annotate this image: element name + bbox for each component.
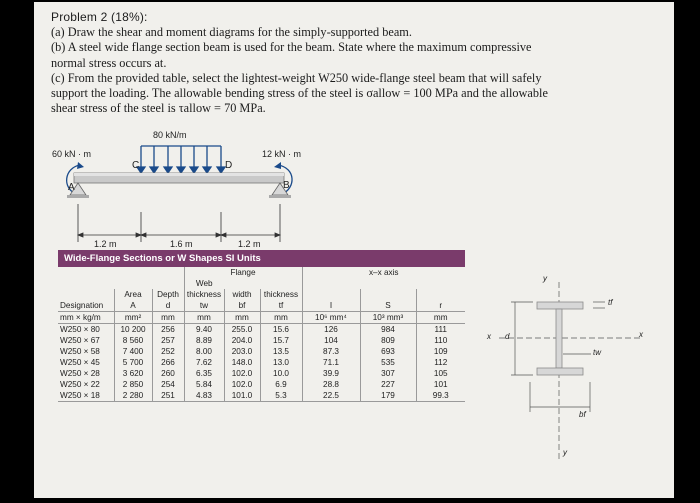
problem-line-c2: support the loading. The allowable bending stress of the steel is σallow = 100 MPa and the allowable bbox=[51, 86, 548, 101]
designation-cell: W250 × 18 bbox=[58, 390, 114, 402]
dimension-1-label: 1.2 m bbox=[94, 239, 117, 249]
unit-cell: 10⁶ mm⁴ bbox=[302, 312, 360, 324]
ground-b bbox=[269, 195, 291, 198]
value-cell: 2 280 bbox=[114, 390, 152, 402]
table-body bbox=[58, 267, 465, 470]
bf-header: bf bbox=[224, 300, 260, 312]
value-cell: 257 bbox=[152, 335, 184, 346]
value-cell: 3 620 bbox=[114, 368, 152, 379]
value-cell: 227 bbox=[360, 379, 416, 390]
y-label-bottom: y bbox=[563, 448, 567, 457]
problem-line-a: (a) Draw the shear and moment diagrams for the simply-supported beam. bbox=[51, 25, 412, 40]
unit-cell: mm bbox=[152, 312, 184, 324]
table-row bbox=[58, 390, 465, 402]
value-cell: 111 bbox=[416, 324, 465, 335]
problem-line-b: (b) A steel wide flange section beam is used for the beam. State where the maximum compressive bbox=[51, 40, 532, 55]
point-b-label: B bbox=[283, 180, 290, 191]
depth-header: Depth bbox=[152, 289, 184, 300]
paper-sheet bbox=[34, 2, 674, 498]
point-c-label: C bbox=[132, 160, 140, 171]
value-cell: 204.0 bbox=[224, 335, 260, 346]
value-cell: 5 700 bbox=[114, 357, 152, 368]
value-cell: 71.1 bbox=[302, 357, 360, 368]
area-header: Area bbox=[114, 289, 152, 300]
point-d-label: D bbox=[225, 160, 233, 171]
i-section-drawing bbox=[475, 272, 655, 472]
table-row bbox=[58, 368, 465, 379]
x-label-right: x bbox=[639, 330, 643, 339]
axis-group-header: x–x axis bbox=[302, 267, 465, 278]
x-label-left: x bbox=[487, 332, 491, 341]
flange-group-header: Flange bbox=[184, 267, 302, 278]
d-header: d bbox=[152, 300, 184, 312]
table-row bbox=[58, 346, 465, 357]
value-cell: 266 bbox=[152, 357, 184, 368]
value-cell: 8 560 bbox=[114, 335, 152, 346]
table-row bbox=[58, 379, 465, 390]
value-cell: 15.6 bbox=[260, 324, 302, 335]
value-cell: 6.9 bbox=[260, 379, 302, 390]
value-cell: 8.89 bbox=[184, 335, 224, 346]
value-cell: 256 bbox=[152, 324, 184, 335]
value-cell: 5.3 bbox=[260, 390, 302, 402]
value-cell: 6.35 bbox=[184, 368, 224, 379]
wide-flange-table bbox=[58, 250, 465, 470]
unit-cell: mm × kg/m bbox=[58, 312, 114, 324]
designation-cell: W250 × 58 bbox=[60, 347, 100, 356]
i-header: I bbox=[302, 300, 360, 312]
value-cell: 535 bbox=[360, 357, 416, 368]
web-header: Web bbox=[184, 278, 224, 289]
value-cell: 126 bbox=[302, 324, 360, 335]
unit-cell: mm bbox=[184, 312, 224, 324]
value-cell: 203.0 bbox=[224, 346, 260, 357]
value-cell: 260 bbox=[152, 368, 184, 379]
d-label: d bbox=[505, 332, 510, 341]
value-cell: 2 850 bbox=[114, 379, 152, 390]
left-moment-label: 60 kN · m bbox=[52, 149, 92, 159]
unit-cell: mm² bbox=[114, 312, 152, 324]
value-cell: 7.62 bbox=[184, 357, 224, 368]
value-cell: 104 bbox=[302, 335, 360, 346]
value-cell: 252 bbox=[152, 346, 184, 357]
table-row bbox=[58, 335, 465, 346]
table-row bbox=[58, 357, 465, 368]
width-header: width bbox=[224, 289, 260, 300]
dimension-3-label: 1.2 m bbox=[238, 239, 261, 249]
value-cell: 102.0 bbox=[224, 379, 260, 390]
value-cell: 4.83 bbox=[184, 390, 224, 402]
designation-cell: W250 × 45 bbox=[60, 358, 100, 367]
unit-cell: mm bbox=[260, 312, 302, 324]
problem-line-c: (c) From the provided table, select the lightest-weight W250 wide-flange steel beam that will safely bbox=[51, 70, 542, 85]
data-rows bbox=[58, 324, 465, 402]
tf-label: tf bbox=[608, 298, 613, 307]
value-cell: 255.0 bbox=[224, 324, 260, 335]
value-cell: 13.0 bbox=[260, 357, 302, 368]
value-cell: 251 bbox=[152, 390, 184, 402]
designation-cell: W250 × 22 bbox=[60, 380, 100, 389]
dimension-2-label: 1.6 m bbox=[170, 239, 193, 249]
dimension-lines bbox=[78, 204, 280, 242]
value-cell: 984 bbox=[360, 324, 416, 335]
value-cell: 809 bbox=[360, 335, 416, 346]
distributed-load-arrows bbox=[137, 146, 225, 173]
value-cell: 8.00 bbox=[184, 346, 224, 357]
point-a-label: A bbox=[68, 182, 75, 193]
value-cell: 254 bbox=[152, 379, 184, 390]
table-row bbox=[58, 324, 465, 335]
table-title: Wide-Flange Sections or W Shapes SI Units bbox=[58, 250, 465, 267]
value-cell: 101.0 bbox=[224, 390, 260, 402]
value-cell: 179 bbox=[360, 390, 416, 402]
i-section-figure bbox=[475, 272, 655, 472]
value-cell: 99.3 bbox=[416, 390, 465, 402]
unit-cell: mm bbox=[416, 312, 465, 324]
designation-cell: W250 × 67 bbox=[60, 336, 100, 345]
value-cell: 7 400 bbox=[114, 346, 152, 357]
value-cell: 28.8 bbox=[302, 379, 360, 390]
tf-header: tf bbox=[260, 300, 302, 312]
value-cell: 10 200 bbox=[114, 324, 152, 335]
value-cell: 109 bbox=[416, 346, 465, 357]
left-moment-arrowhead bbox=[77, 162, 84, 169]
unit-cell: mm bbox=[224, 312, 260, 324]
value-cell: 105 bbox=[416, 368, 465, 379]
designation-cell: W250 × 28 bbox=[60, 369, 100, 378]
r-header: r bbox=[416, 300, 465, 312]
designation-header: Designation bbox=[60, 301, 104, 310]
beam-highlight bbox=[74, 173, 284, 176]
value-cell: 110 bbox=[416, 335, 465, 346]
problem-line-c3: shear stress of the steel is τallow = 70 MPa. bbox=[51, 101, 266, 116]
problem-line-b2: normal stress occurs at. bbox=[51, 55, 167, 70]
ground-a bbox=[67, 195, 89, 198]
value-cell: 5.84 bbox=[184, 379, 224, 390]
tw-label: tw bbox=[593, 348, 601, 357]
problem-title: Problem 2 (18%): bbox=[51, 10, 148, 24]
unit-cell: 10³ mm³ bbox=[360, 312, 416, 324]
value-cell: 15.7 bbox=[260, 335, 302, 346]
value-cell: 307 bbox=[360, 368, 416, 379]
tw-header: tw bbox=[184, 300, 224, 312]
value-cell: 39.9 bbox=[302, 368, 360, 379]
thickness-header: thickness bbox=[184, 289, 224, 300]
a-header: A bbox=[114, 300, 152, 312]
value-cell: 693 bbox=[360, 346, 416, 357]
s-header: S bbox=[360, 300, 416, 312]
thickness2-header: thickness bbox=[260, 289, 302, 300]
properties-table bbox=[58, 267, 465, 324]
bf-label: bf bbox=[579, 410, 586, 419]
designation-cell: W250 × 80 bbox=[60, 325, 100, 334]
distributed-load-label: 80 kN/m bbox=[153, 130, 187, 140]
value-cell: 87.3 bbox=[302, 346, 360, 357]
value-cell: 22.5 bbox=[302, 390, 360, 402]
right-moment-arrowhead bbox=[274, 162, 281, 169]
value-cell: 13.5 bbox=[260, 346, 302, 357]
value-cell: 10.0 bbox=[260, 368, 302, 379]
value-cell: 9.40 bbox=[184, 324, 224, 335]
i-section-shape bbox=[537, 302, 583, 375]
y-label-top: y bbox=[543, 274, 547, 283]
value-cell: 102.0 bbox=[224, 368, 260, 379]
value-cell: 101 bbox=[416, 379, 465, 390]
right-moment-label: 12 kN · m bbox=[262, 149, 302, 159]
value-cell: 112 bbox=[416, 357, 465, 368]
value-cell: 148.0 bbox=[224, 357, 260, 368]
